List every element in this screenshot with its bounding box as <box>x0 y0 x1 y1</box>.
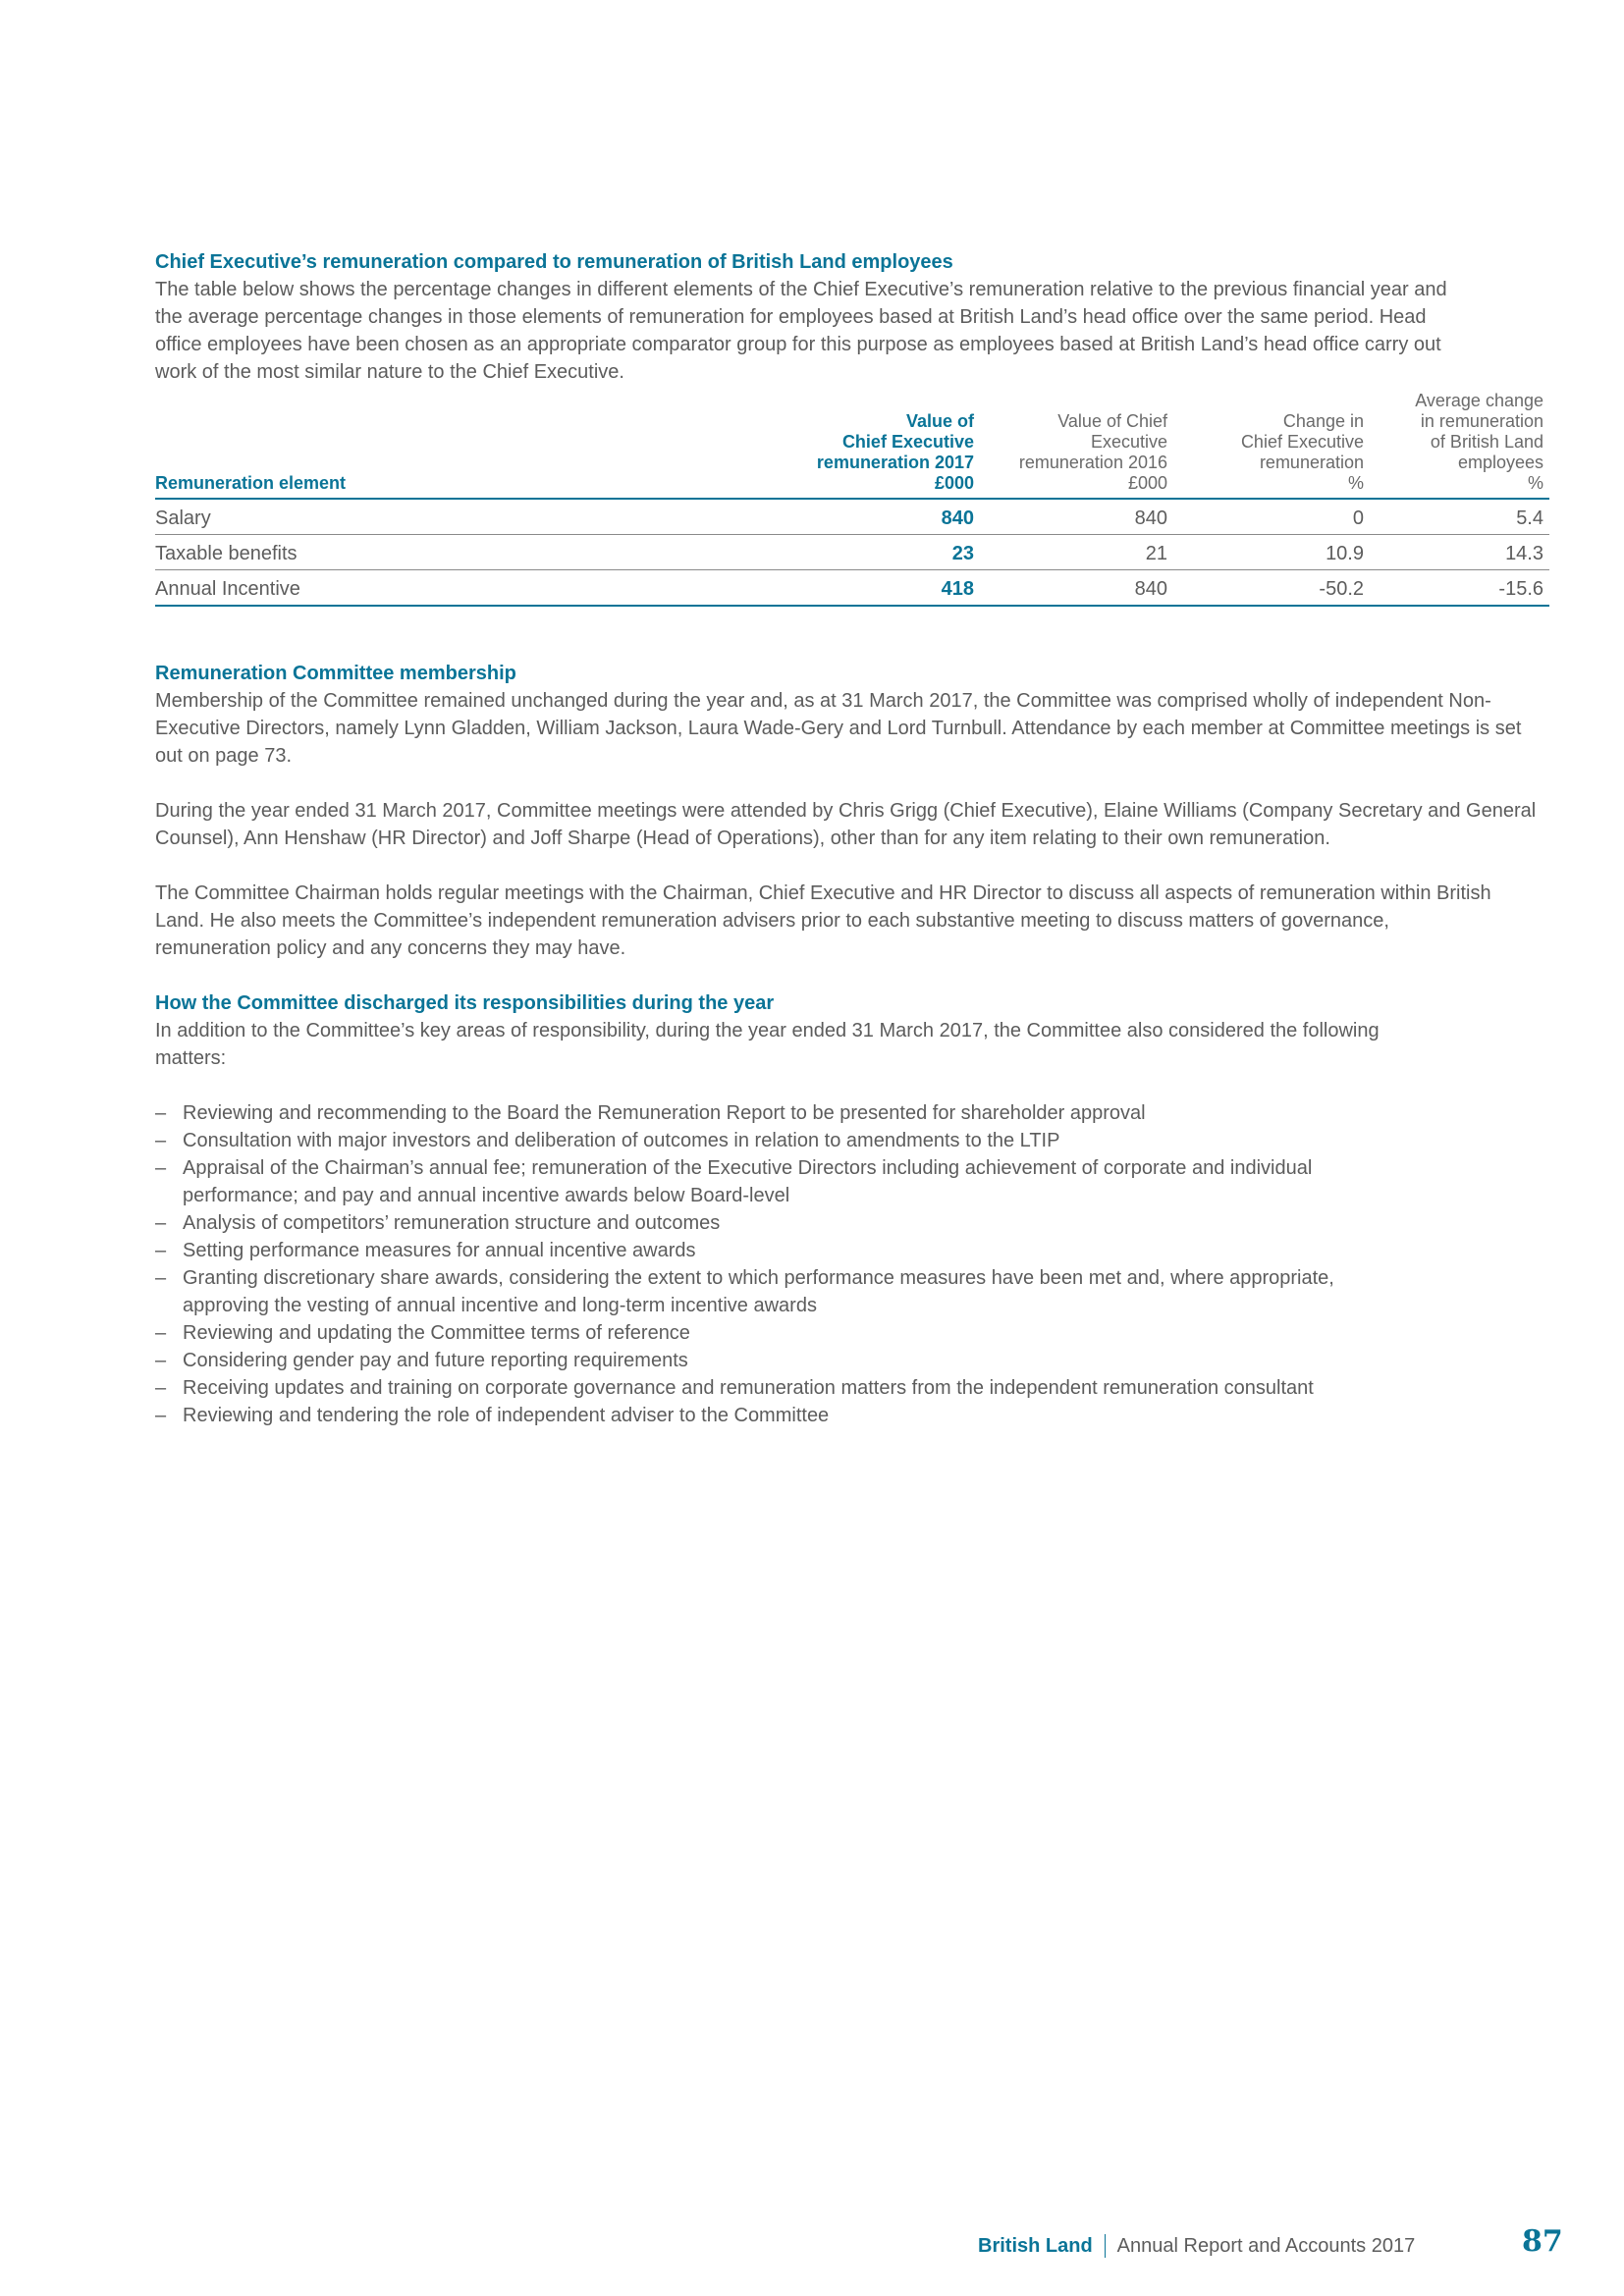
list-item: – Granting discretionary share awards, considering the extent to which performance measures have been met and, where appropriate, approving the vesting of annual incentive and long-term incentive awards <box>155 1264 1361 1319</box>
footer-separator <box>1105 2234 1106 2258</box>
header-value-2017: Value of Chief Executive remuneration 2017 £000 <box>816 411 974 493</box>
page-footer <box>978 2224 1563 2266</box>
row-value-2016: 21 <box>980 535 1173 570</box>
row-value-2017: 23 <box>784 535 980 570</box>
bullet-dash: – <box>155 1322 167 1344</box>
section-committee-responsibilities <box>155 989 1549 1429</box>
row-value-2016: 840 <box>980 570 1173 607</box>
bullet-dash: – <box>155 1212 167 1234</box>
table-header-row <box>155 391 1549 499</box>
header-average-change-employees: Average change in remuneration of British Land employees % <box>1415 391 1543 493</box>
header-value-2016: Value of Chief Executive remuneration 2016 £000 <box>1018 411 1167 493</box>
bullet-dash: – <box>155 1267 167 1289</box>
section-committee-membership <box>155 660 1549 962</box>
section-body: The table below shows the percentage changes in different elements of the Chief Executive’s remuneration relative to the previous financial year and the average percentage changes in those elements of remuneration for employees based at British Land’s head office over the same period. Head office employees have been chosen as an appropriate comparator group for this purpose as employees based at British Land’s head office carry out work of the most similar nature to the Chief Executive. <box>155 279 1447 383</box>
header-remuneration-element: Remuneration element <box>155 473 347 493</box>
page-number: 87 <box>1522 2224 1563 2259</box>
table-row <box>155 499 1549 535</box>
table-row <box>155 535 1549 570</box>
list-item: – Appraisal of the Chairman’s annual fee; remuneration of the Executive Directors including achievement of corporate and individual performance; and pay and annual incentive awards below Board-level <box>155 1154 1361 1209</box>
row-change: 10.9 <box>1173 535 1370 570</box>
bullet-dash: – <box>155 1130 167 1151</box>
row-element: Salary <box>155 499 784 535</box>
row-average-change: 5.4 <box>1370 499 1549 535</box>
membership-paragraph: Membership of the Committee remained unchanged during the year and, as at 31 March 2017, the Committee was comprised wholly of independent Non-Executive Directors, namely Lynn Gladden, William Jackson, Laura Wade-Gery and Lord Turnbull. Attendance by each member at Committee meetings is set out on page 73. <box>155 690 1522 767</box>
row-change: 0 <box>1173 499 1370 535</box>
row-element: Annual Incentive <box>155 570 784 607</box>
footer-report-title: Annual Report and Accounts 2017 <box>1116 2234 1416 2257</box>
list-item: – Reviewing and tendering the role of independent adviser to the Committee <box>155 1402 1361 1429</box>
list-item: – Consultation with major investors and deliberation of outcomes in relation to amendments to the LTIP <box>155 1127 1361 1154</box>
list-item: – Reviewing and updating the Committee terms of reference <box>155 1319 1361 1347</box>
bullet-dash: – <box>155 1240 167 1261</box>
row-value-2017: 840 <box>784 499 980 535</box>
matters-list <box>155 1099 1549 1429</box>
list-item: – Receiving updates and training on corporate governance and remuneration matters from the independent remuneration consultant <box>155 1374 1361 1402</box>
bullet-dash: – <box>155 1102 167 1124</box>
list-item: – Analysis of competitors’ remuneration structure and outcomes <box>155 1209 1361 1237</box>
bullet-dash: – <box>155 1350 167 1371</box>
section-heading: Chief Executive’s remuneration compared to remuneration of British Land employees <box>155 251 953 273</box>
table-row <box>155 570 1549 607</box>
bullet-dash: – <box>155 1157 167 1179</box>
row-element: Taxable benefits <box>155 535 784 570</box>
bullet-dash: – <box>155 1405 167 1426</box>
remuneration-table <box>155 391 1549 607</box>
row-average-change: 14.3 <box>1370 535 1549 570</box>
section-heading: How the Committee discharged its responsibilities during the year <box>155 992 775 1014</box>
row-average-change: -15.6 <box>1370 570 1549 607</box>
header-change-ceo: Change in Chief Executive remuneration % <box>1240 411 1364 493</box>
list-item: – Reviewing and recommending to the Board the Remuneration Report to be presented for shareholder approval <box>155 1099 1361 1127</box>
chairman-meetings-paragraph: The Committee Chairman holds regular meetings with the Chairman, Chief Executive and HR Director to discuss all aspects of remuneration within British Land. He also meets the Committee’s independent remuneration advisers prior to each substantive meeting to discuss matters of governance, remuneration policy and any concerns they may have. <box>155 882 1491 959</box>
section-intro: In addition to the Committee’s key areas of responsibility, during the year ended 31 March 2017, the Committee also considered the following matters: <box>155 1020 1380 1069</box>
bullet-dash: – <box>155 1377 167 1399</box>
section-heading: Remuneration Committee membership <box>155 663 516 684</box>
row-change: -50.2 <box>1173 570 1370 607</box>
list-item: – Considering gender pay and future reporting requirements <box>155 1347 1361 1374</box>
list-item: – Setting performance measures for annual incentive awards <box>155 1237 1361 1264</box>
section-ceo-remuneration-comparison <box>155 248 1549 386</box>
footer-brand: British Land <box>978 2234 1093 2257</box>
row-value-2016: 840 <box>980 499 1173 535</box>
row-value-2017: 418 <box>784 570 980 607</box>
attendance-paragraph: During the year ended 31 March 2017, Committee meetings were attended by Chris Grigg (Chief Executive), Elaine Williams (Company Secretary and General Counsel), Ann Henshaw (HR Director) and Joff Sharpe (Head of Operations), other than for any item relating to their own remuneration. <box>155 800 1537 849</box>
